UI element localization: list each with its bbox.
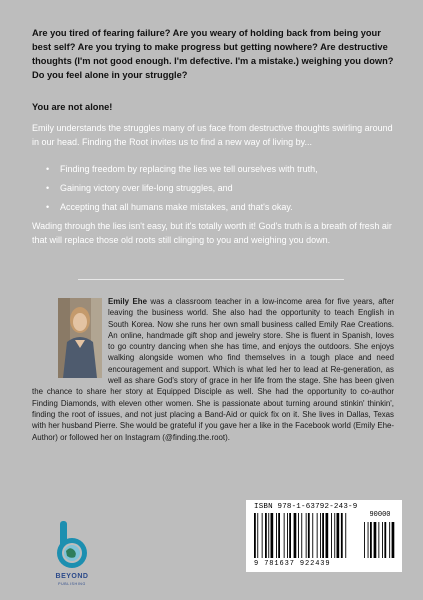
publisher-name: BEYOND — [55, 573, 89, 580]
barcode-bar — [294, 513, 297, 558]
intro-paragraph: Emily understands the struggles many of us face from destructive thoughts swirling around in our head. Finding the Root invites us to find a new way of living by... — [32, 123, 393, 147]
barcode-bar — [341, 513, 343, 558]
barcode-bar — [308, 513, 310, 558]
list-item-text: Accepting that all humans make mistakes, and that's okay. — [60, 202, 293, 212]
barcode-bar — [265, 513, 267, 558]
barcode-addon-bar — [389, 522, 390, 558]
publisher-tagline: PUBLISHING — [58, 582, 86, 586]
barcode-addon-bar — [378, 522, 379, 558]
list-item — [46, 181, 396, 200]
barcode-bar — [287, 513, 288, 558]
barcode-bar — [317, 513, 318, 558]
barcode-bar — [254, 513, 256, 558]
author-name: Emily Ehe — [108, 297, 147, 306]
section-divider — [78, 279, 344, 280]
barcode-addon-bar — [384, 522, 386, 558]
barcode-bar — [326, 513, 329, 558]
barcode-addon-bar — [368, 522, 369, 558]
list-item — [46, 162, 396, 181]
not-alone-heading: You are not alone! — [32, 102, 113, 112]
bullet-icon: • — [46, 202, 50, 212]
barcode-bar — [257, 513, 258, 558]
barcode-addon-digits: 90000 — [369, 511, 391, 519]
lead-questions: Are you tired of fearing failure? Are you weary of holding back from being your best self? Are you trying to make progress but getting nowhere? Are destructive thoughts (I'm not good enough. I'm defective. I'm a mistake.) weighing you down? Do you feel alone in your struggle? — [32, 28, 394, 80]
list-item-text: Finding freedom by replacing the lies we tell ourselves with truth, — [60, 164, 318, 174]
barcode-bar — [298, 513, 299, 558]
barcode-bar — [262, 513, 263, 558]
barcode-bar — [284, 513, 285, 558]
barcode-bar — [276, 513, 277, 558]
barcode-addon-bar — [364, 522, 365, 558]
bullet-icon: • — [46, 164, 50, 174]
barcode-bar — [320, 513, 321, 558]
barcode-bar — [306, 513, 307, 558]
barcode-addon-bar — [382, 522, 383, 558]
barcode-addon-bar — [370, 522, 372, 558]
bullet-icon: • — [46, 183, 50, 193]
benefits-list — [46, 162, 396, 219]
closing-paragraph: Wading through the lies isn't easy, but it's totally worth it! God's truth is a breath of fresh air that will replace those old roots still clinging to you and weighing you down. — [32, 221, 392, 245]
barcode-addon-bar — [374, 522, 377, 558]
author-bio-text: was a classroom teacher in a low-income area for five years, after leaving the business world. She also had the opportunity to teach English in South Korea. Now she runs her own small business called Emily Rae Creations. An online, handmade gift shop and jewelry store. She is fluent in Spanish, loves to go country dancing when she has time, and enjoys the outdoors. She enjoys walking alongside women who find themselves in a tough place and need encouragement and support. Which is what led her to lead at Re-generation, as well as share God's story of grace in her life from the stage. She has been given the chance to share her story at Equipped Disciple as well. She had the opportunity to co-author Finding Diamonds, with eleven other women. She is passionate about turning around stinkin' thinkin', finding the root of issues, and not just placing a Band-Aid or quick fix on it. She lives in Dallas, Texas with her husband Pierre. She would be grateful if you gave her a like in the Facebook world (Emily Ehe-Author) or followed her on Instagram (@finding.the.root). — [32, 297, 394, 442]
barcode-bar — [278, 513, 280, 558]
barcode-digits: 9 781637 922439 — [254, 560, 331, 568]
barcode-bar — [268, 513, 269, 558]
barcode-bar — [331, 513, 332, 558]
list-item — [46, 200, 396, 219]
barcode-bar — [337, 513, 340, 558]
barcode-bar — [301, 513, 302, 558]
barcode-bar — [271, 513, 274, 558]
isbn-label: ISBN 978-1-63792-243-9 — [254, 503, 358, 511]
barcode-bar — [334, 513, 335, 558]
list-item-text: Gaining victory over life-long struggles, and — [60, 183, 233, 193]
barcode-bar — [322, 513, 324, 558]
barcode-addon-bar — [392, 522, 395, 558]
barcode-bar — [289, 513, 291, 558]
barcode-bar — [312, 513, 313, 558]
barcode-bar — [345, 513, 346, 558]
author-photo — [58, 298, 102, 378]
